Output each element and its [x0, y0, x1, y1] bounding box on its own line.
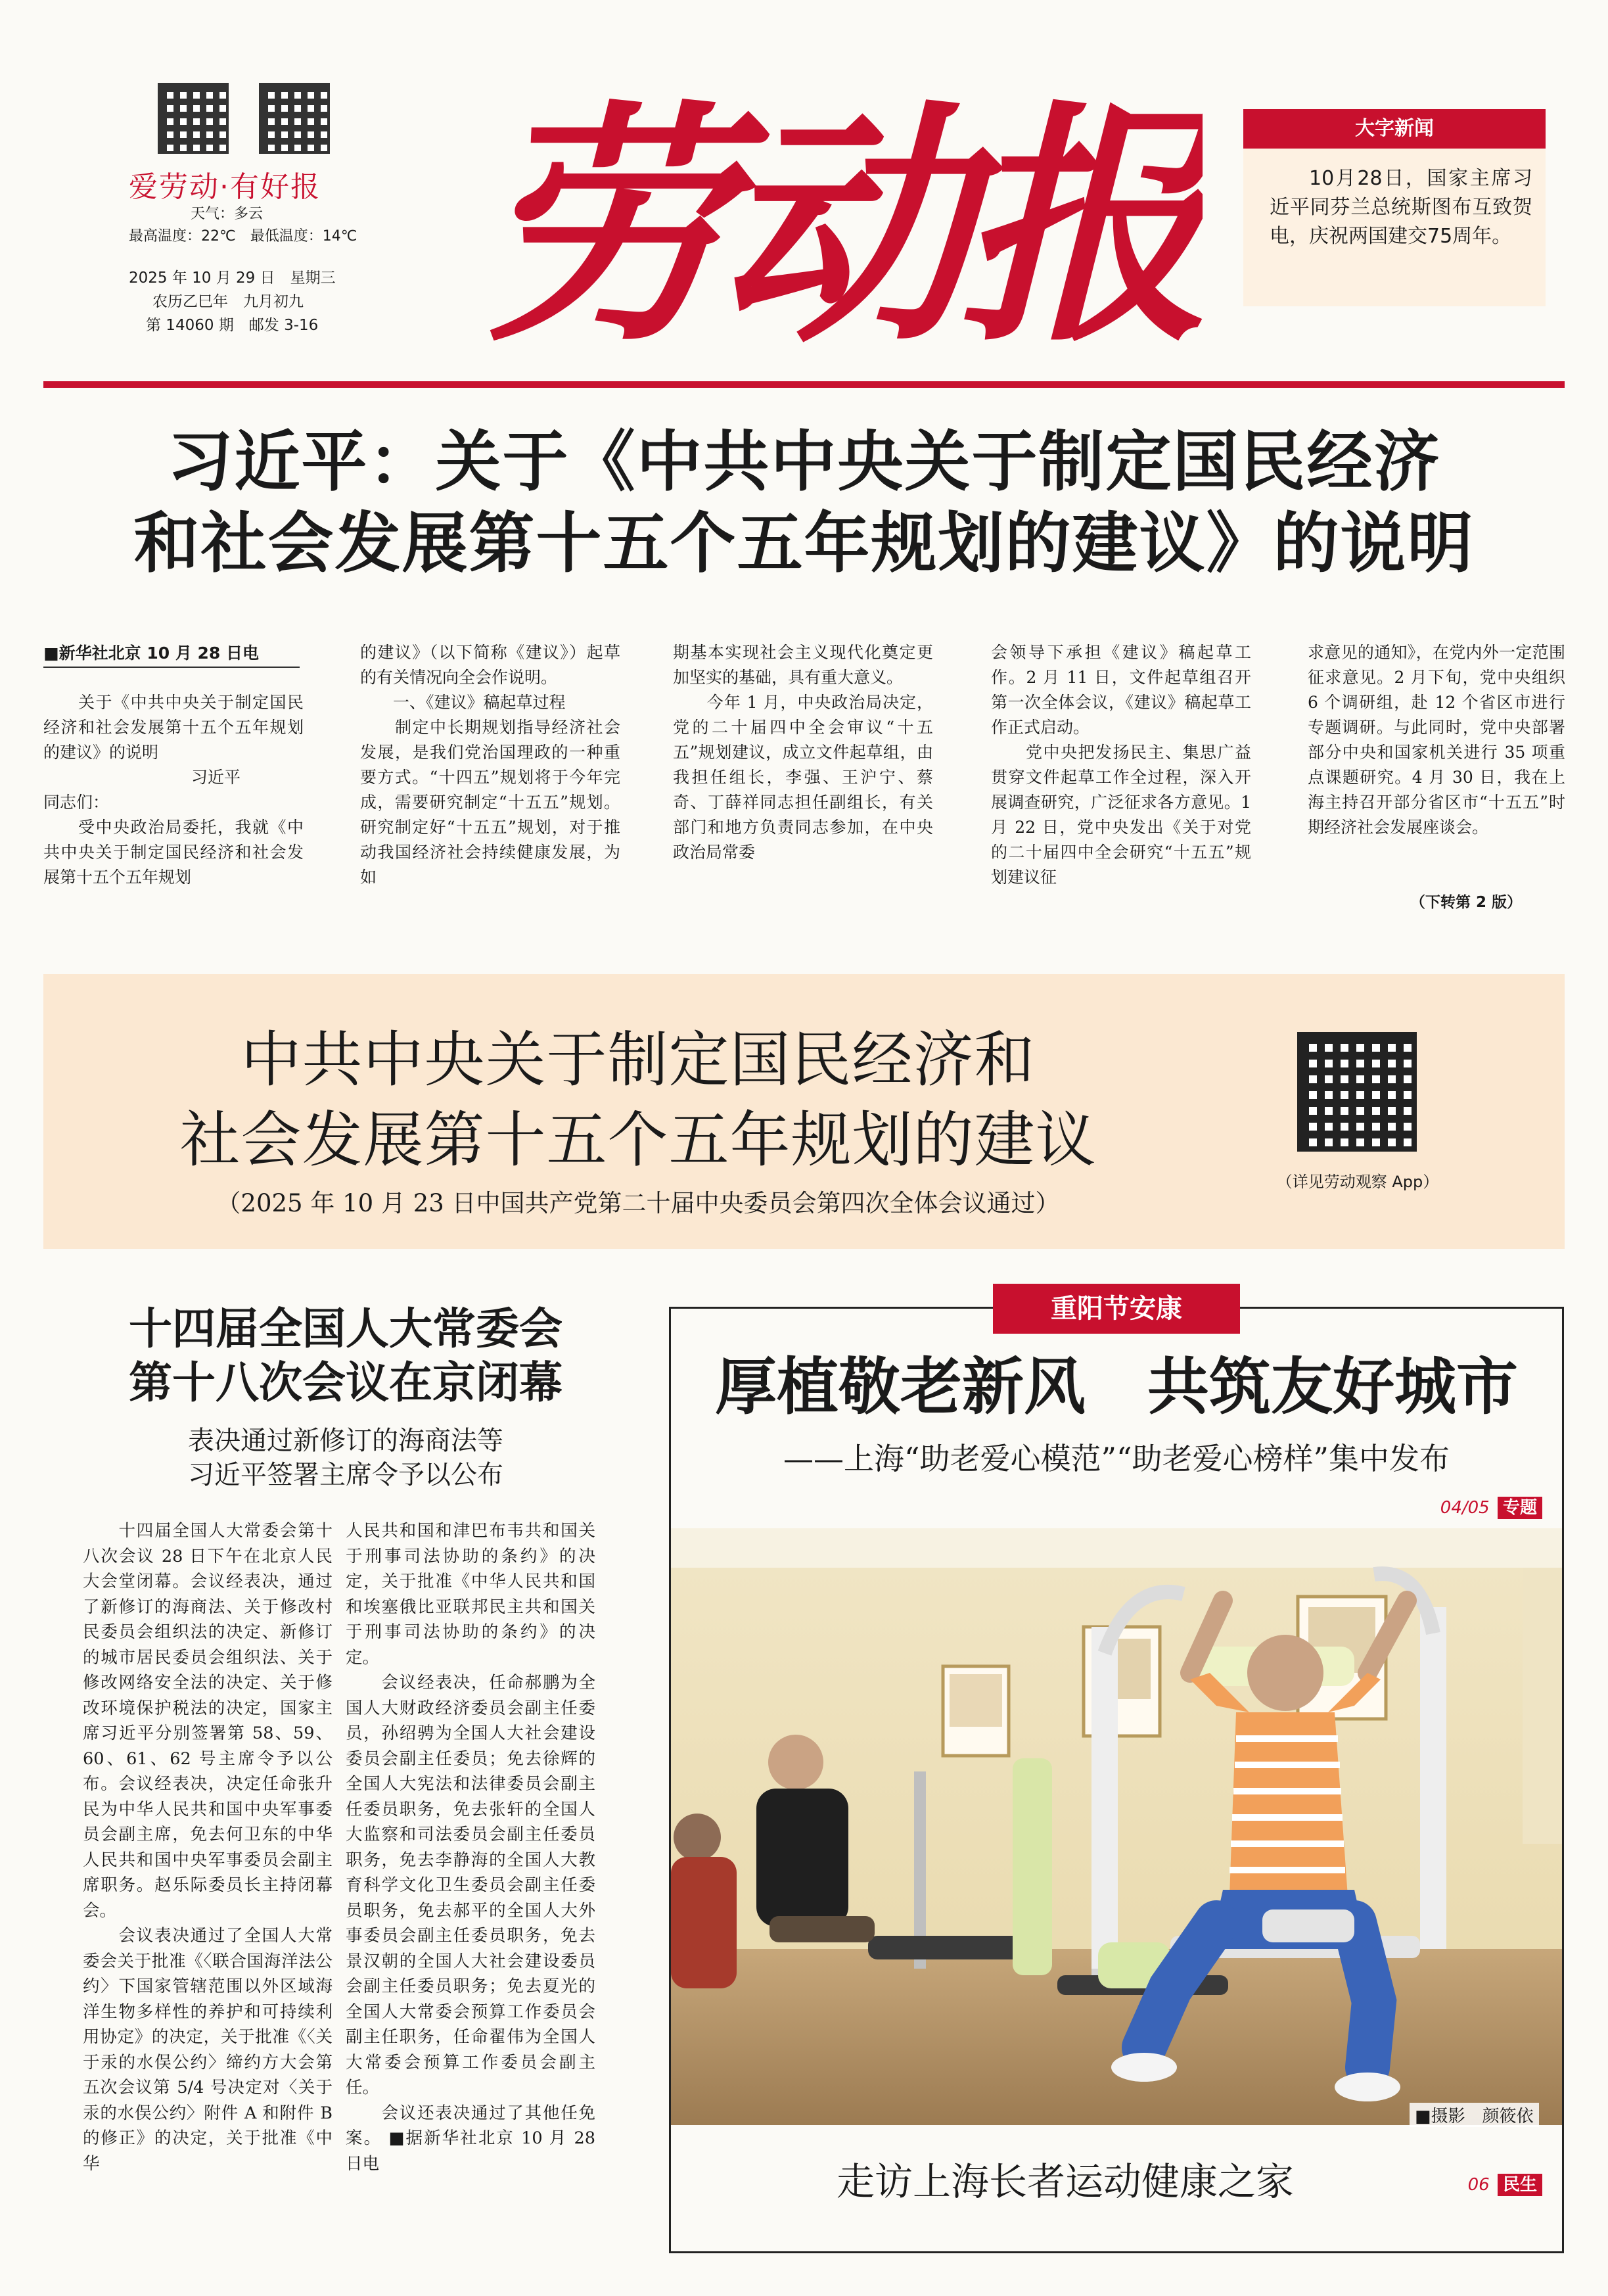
feature-caption: 走访上海长者运动健康之家	[836, 2159, 1294, 2204]
continued-note: （下转第 2 版）	[1410, 894, 1523, 911]
banner-title	[43, 1020, 1233, 1181]
caption-page-number: 06	[1467, 2175, 1490, 2195]
npc-subtitle-line1: 表决通过新修订的海商法等	[188, 1426, 503, 1456]
feature-section-tag: 专题	[1498, 1497, 1542, 1519]
weather: 天气：多云	[191, 206, 264, 222]
slogan: 爱劳动·有好报	[129, 170, 321, 204]
photo-credit: ■摄影 颜筱依	[1410, 2103, 1539, 2127]
brief-text: 10月28日，国家主席习近平同芬兰总统斯图布互致贺电，庆祝两国建交75周年。	[1270, 167, 1532, 248]
feature-page-numbers: 04/05	[1440, 1498, 1490, 1518]
lead-title	[43, 421, 1565, 584]
npc-subtitle-line2: 习近平签署主席令予以公布	[188, 1460, 503, 1490]
temperatures: 最高温度：22℃ 最低温度：14℃	[129, 228, 357, 245]
proposal-banner	[43, 974, 1565, 1249]
npc-title-line1: 十四届全国人大常委会	[129, 1303, 563, 1354]
npc-subtitle	[43, 1424, 648, 1492]
lead-column-2: 的建议》（以下简称《建议》）起草的有关情况向全会作说明。 一、《建议》稿起草过程 制定中长期规划指导经济社会发展，是我们党治国理政的一种重要方式。“十四五”规划将于今年完成，需要研究制定“十五五”规划。研究制定好“十五五”规划，对于推动我国经济社会持续健康发展，为如	[360, 643, 620, 887]
banner-title-line2: 社会发展第十五个五年规划的建议	[179, 1105, 1097, 1175]
feature-tag: 重阳节安康	[993, 1284, 1240, 1334]
lead-column-3: 期基本实现社会主义现代化奠定更加坚实的基础，具有重大意义。 今年 1 月，中央政治局决定，党的二十届四中全会审议“十五五”规划建议，成立文件起草组，由我担任组长，李强、王沪宁、蔡奇、丁薛祥同志担任副组长，有关部门和地方负责同志参加，在中央政治局常委	[673, 643, 933, 862]
lead-column-1: 关于《中共中央关于制定国民经济和社会发展第十五个五年规划的建议》的说明 习近平 同志们： 受中央政治局委托，我就《中共中央关于制定国民经济和社会发展第十五个五年规划	[43, 693, 304, 887]
caption-section-tag: 民生	[1498, 2174, 1542, 2196]
npc-title	[43, 1301, 648, 1409]
qr-code-left[interactable]	[158, 83, 229, 154]
issue-date: 2025 年 10 月 29 日 星期三	[129, 269, 336, 287]
issue-number: 第 14060 期 邮发 3-16	[146, 317, 319, 334]
feature-page-ref[interactable]	[1440, 1494, 1542, 1518]
brief-label: 大字新闻	[1243, 109, 1546, 149]
qr-code-right[interactable]	[259, 83, 330, 154]
newspaper-logo	[473, 46, 1203, 375]
banner-qr-caption: （详见劳动观察 App）	[1276, 1173, 1439, 1191]
lead-dateline: ■新华社北京 10 月 28 日电	[43, 644, 260, 663]
lead-title-line2: 和社会发展第十五个五年规划的建议》的说明	[133, 504, 1475, 582]
lunar-date: 农历乙巳年 九月初九	[152, 293, 304, 310]
lead-title-line1: 习近平：关于《中共中央关于制定国民经济	[167, 423, 1441, 500]
feature-subtitle: ——上海“助老爱心模范”“助老爱心榜样”集中发布	[783, 1441, 1450, 1476]
caption-page-ref[interactable]	[1468, 2171, 1542, 2195]
lead-dateline-rule	[43, 667, 300, 668]
lead-column-4: 会领导下承担《建议》稿起草工作。2 月 11 日，文件起草组召开第一次全体会议，《建议》稿起草工作正式启动。 党中央把发扬民主、集思广益贯穿文件起草工作全过程，深入开展调查研究，广泛征求各方意见。1 月 22 日，党中央发出《关于对党的二十届四中全会研究“十五五”规划建议征	[991, 643, 1251, 887]
masthead-rule	[43, 381, 1565, 388]
brief-box	[1243, 109, 1546, 306]
npc-title-line2: 第十八次会议在京闭幕	[129, 1357, 563, 1408]
logo-text: 劳动报	[478, 78, 1198, 375]
npc-column-1: 十四届全国人大常委会第十八次会议 28 日下午在北京人民大会堂闭幕。会议经表决，通过了新修订的海商法、关于修改村民委员会组织法的决定、新修订的城市居民委员会组织法、关于修改网络安全法的决定、关于修改环境保护税法的决定，国家主席习近平分别签署第 58、59、60、61、62 号主席令予以公布。会议经表决，决定任命张升民为中华人民共和国中央军事委员会副主席，免去何卫东的中华人民共和国中央军事委员会副主席职务。赵乐际委员长主持闭幕会。 会议表决通过了全国人大常委会关于批准《〈联合国海洋法公约〉下国家管辖范围以外区域海洋生物多样性的养护和可持续利用协定》的决定，关于批准《〈关于汞的水俣公约〉缔约方大会第五次会议第 5/4 号决定对〈关于汞的水俣公约〉附件 A 和附件 B 的修正》的决定，关于批准《中华	[83, 1521, 333, 2174]
banner-qr-code[interactable]	[1297, 1032, 1417, 1152]
feature-title: 厚植敬老新风 共筑友好城市	[714, 1351, 1518, 1423]
npc-column-2: 人民共和国和津巴布韦共和国关于刑事司法协助的条约》的决定，关于批准《中华人民共和国和埃塞俄比亚联邦民主共和国关于刑事司法协助的条约》的决定。 会议经表决，任命郝鹏为全国人大财政经济委员会副主任委员，孙绍骋为全国人大社会建设委员会副主任委员；免去徐辉的全国人大宪法和法律委员会副主任委员职务，免去张轩的全国人大监察和司法委员会副主任委员职务，免去李静海的全国人大教育科学文化卫生委员会副主任委员职务，免去郝平的全国人大外事委员会副主任委员职务，免去景汉朝的全国人大社会建设委员会副主任委员职务；免去夏光的全国人大常委会预算工作委员会副主任职务，任命翟伟为全国人大常委会预算工作委员会副主任。 会议还表决通过了其他任免案。 ■据新华社北京 10 月 28 日电	[346, 1521, 595, 2174]
lead-column-5: 求意见的通知》，在党内外一定范围征求意见。2 月下旬，党中央组织 6 个调研组，赴 12 个省区市进行专题调研。与此同时，党中央部署部分中央和国家机关进行 35 项重点课题研究。4 月 30 日，我在上海主持召开部分省区市“十五五”时期经济社会发展座谈会。	[1308, 643, 1565, 837]
banner-title-line1: 中共中央关于制定国民经济和	[241, 1025, 1036, 1095]
gym-photo	[671, 1528, 1562, 2125]
banner-subtitle: （2025 年 10 月 23 日中国共产党第二十届中央委员会第四次全体会议通过）	[216, 1189, 1060, 1217]
feature-box	[669, 1294, 1564, 2253]
